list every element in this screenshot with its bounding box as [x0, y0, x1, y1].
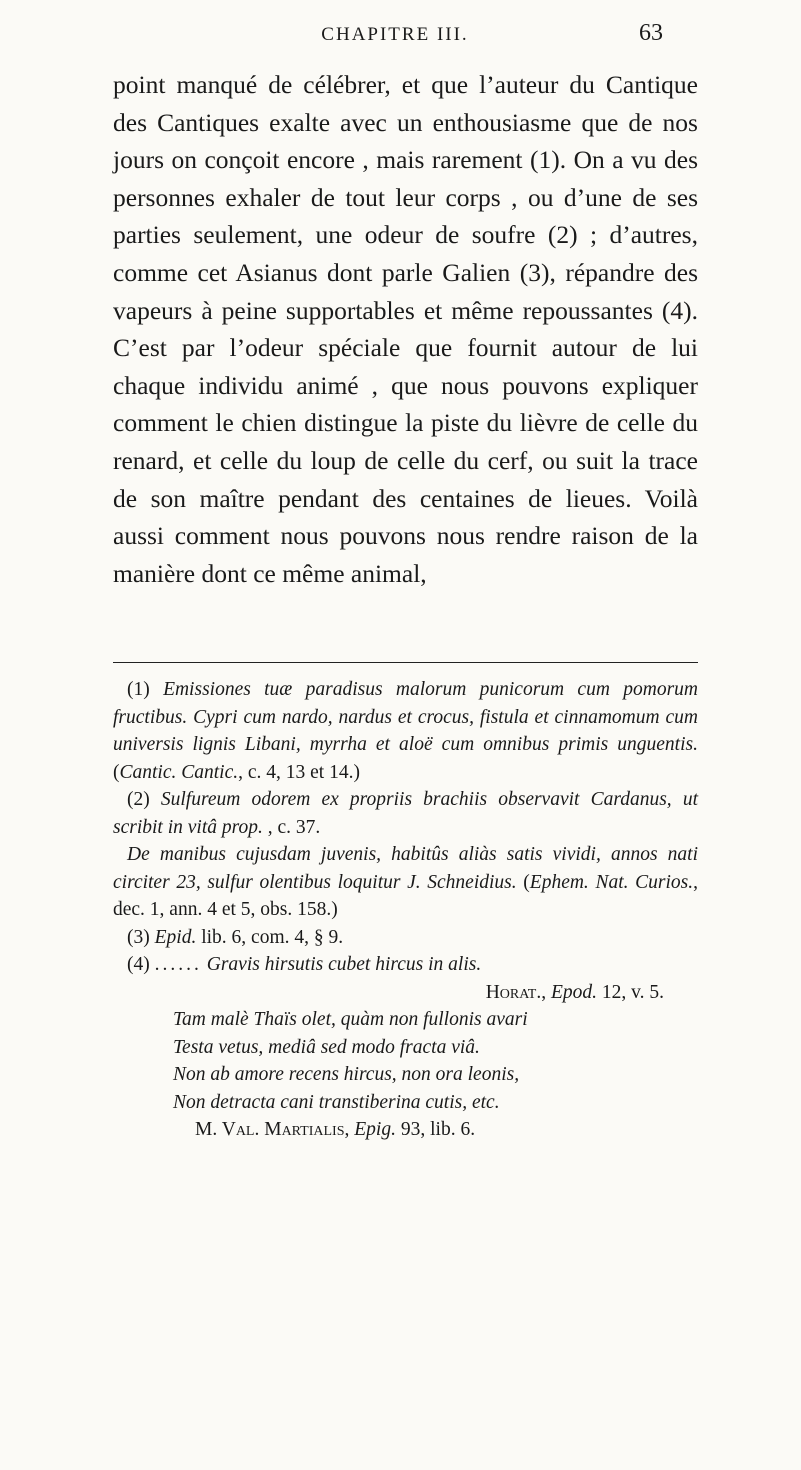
footnote-ref-title: Ephem. Nat. Curios. [529, 871, 694, 893]
footnote-ref: ( [113, 761, 120, 783]
footnote-ellipsis: ...... [154, 954, 202, 975]
main-paragraph: point manqué de célébrer, et que l’auteur du Cantique des Cantiques exalte avec un enthousiasme que de nos jours on conçoit encore , mais rarement (1). On a vu des personnes exhaler de tout leur corps , ou d’une de ses parties seulement, une odeur de soufre (2) ; d’autres, comme cet Asianus dont parle Galien (3), répandre des vapeurs à peine supportables et même repoussantes (4). C’est par l’odeur spéciale que fournit autour de lui chaque individu animé , que nous pouvons expliquer comment le chien distingue la piste du lièvre de celle du renard, et celle du loup de celle du cerf, ou suit la trace de son maître pendant des centaines de lieues. Voilà aussi comment nous pouvons nous rendre raison de la manière dont ce même animal, [113, 70, 698, 588]
footnote-ref-title: Cantic. Cantic. [119, 761, 239, 783]
page-header [0, 18, 801, 58]
footnote-ref: ( [516, 871, 530, 893]
footnote-ref-title: Epid. [154, 926, 197, 948]
footnote-verse: Gravis hirsutis cubet hircus in alis. [201, 954, 482, 975]
footnote-ref: , c. 37. [262, 816, 321, 838]
citation-work: Epod. [550, 981, 598, 1003]
footnote-rule [113, 662, 698, 663]
footnote-number: (2) [127, 789, 161, 810]
verse-line: Non detracta cani transtiberina cutis, etc. [173, 1091, 500, 1113]
verse-line: Testa vetus, mediâ sed modo fracta viâ. [173, 1036, 480, 1058]
footnote-latin: De manibus cujusdam juvenis, habitûs aliàs satis vividi, annos nati circiter 23, sulfur olentibus loquitur J. Schneidius. [113, 844, 698, 893]
footnote-4-line [113, 951, 698, 979]
verse-line: Non ab amore recens hircus, non ora leonis, [173, 1064, 520, 1085]
footnote-ref-rest: lib. 6, com. 4, § 9. [196, 926, 344, 948]
footnote-number: (4) [127, 954, 155, 975]
citation-author: Horat. [485, 981, 542, 1003]
footnote-4 [113, 951, 698, 1144]
footnote-number: (3) [127, 926, 155, 948]
footnote-ref-rest: , c. 4, 13 et 14.) [238, 761, 360, 783]
citation-rest: 12, v. 5. [597, 981, 664, 1003]
citation-author: M. Val. Martialis, [195, 1119, 350, 1140]
main-text [113, 66, 698, 592]
footnote-ref-rest: , dec. 1, ann. 4 et 5, obs. 158.) [113, 871, 698, 920]
footnote-2-continued [113, 841, 698, 924]
footnote-latin: Sulfureum odorem ex propriis brachiis observavit Cardanus, ut scribit in vitâ prop. [113, 789, 698, 838]
footnote-4-citation: Horat., Epod. 12, v. 5. [485, 981, 664, 1003]
footnote-number: (1) [127, 679, 164, 700]
footnote-1 [113, 676, 698, 786]
footnotes [113, 676, 698, 1144]
verse-line: Tam malè Thaïs olet, quàm non fullonis avari [173, 1009, 528, 1030]
citation-work: Epig. [354, 1119, 396, 1140]
running-title: CHAPITRE III. [321, 24, 469, 45]
footnote-4-citation-2 [113, 1116, 698, 1144]
footnote-2 [113, 786, 698, 841]
page-number: 63 [639, 20, 663, 46]
citation-rest: 93, lib. 6. [395, 1119, 476, 1140]
footnote-3 [113, 924, 698, 952]
footnote-latin: Emissiones tuæ paradisus malorum punicorum cum pomorum fructibus. Cypri cum nardo, nardus et crocus, fistula et cinnamomum cum universis lignis Libani, myrrha et aloë cum omnibus primis unguentis. [113, 679, 698, 755]
